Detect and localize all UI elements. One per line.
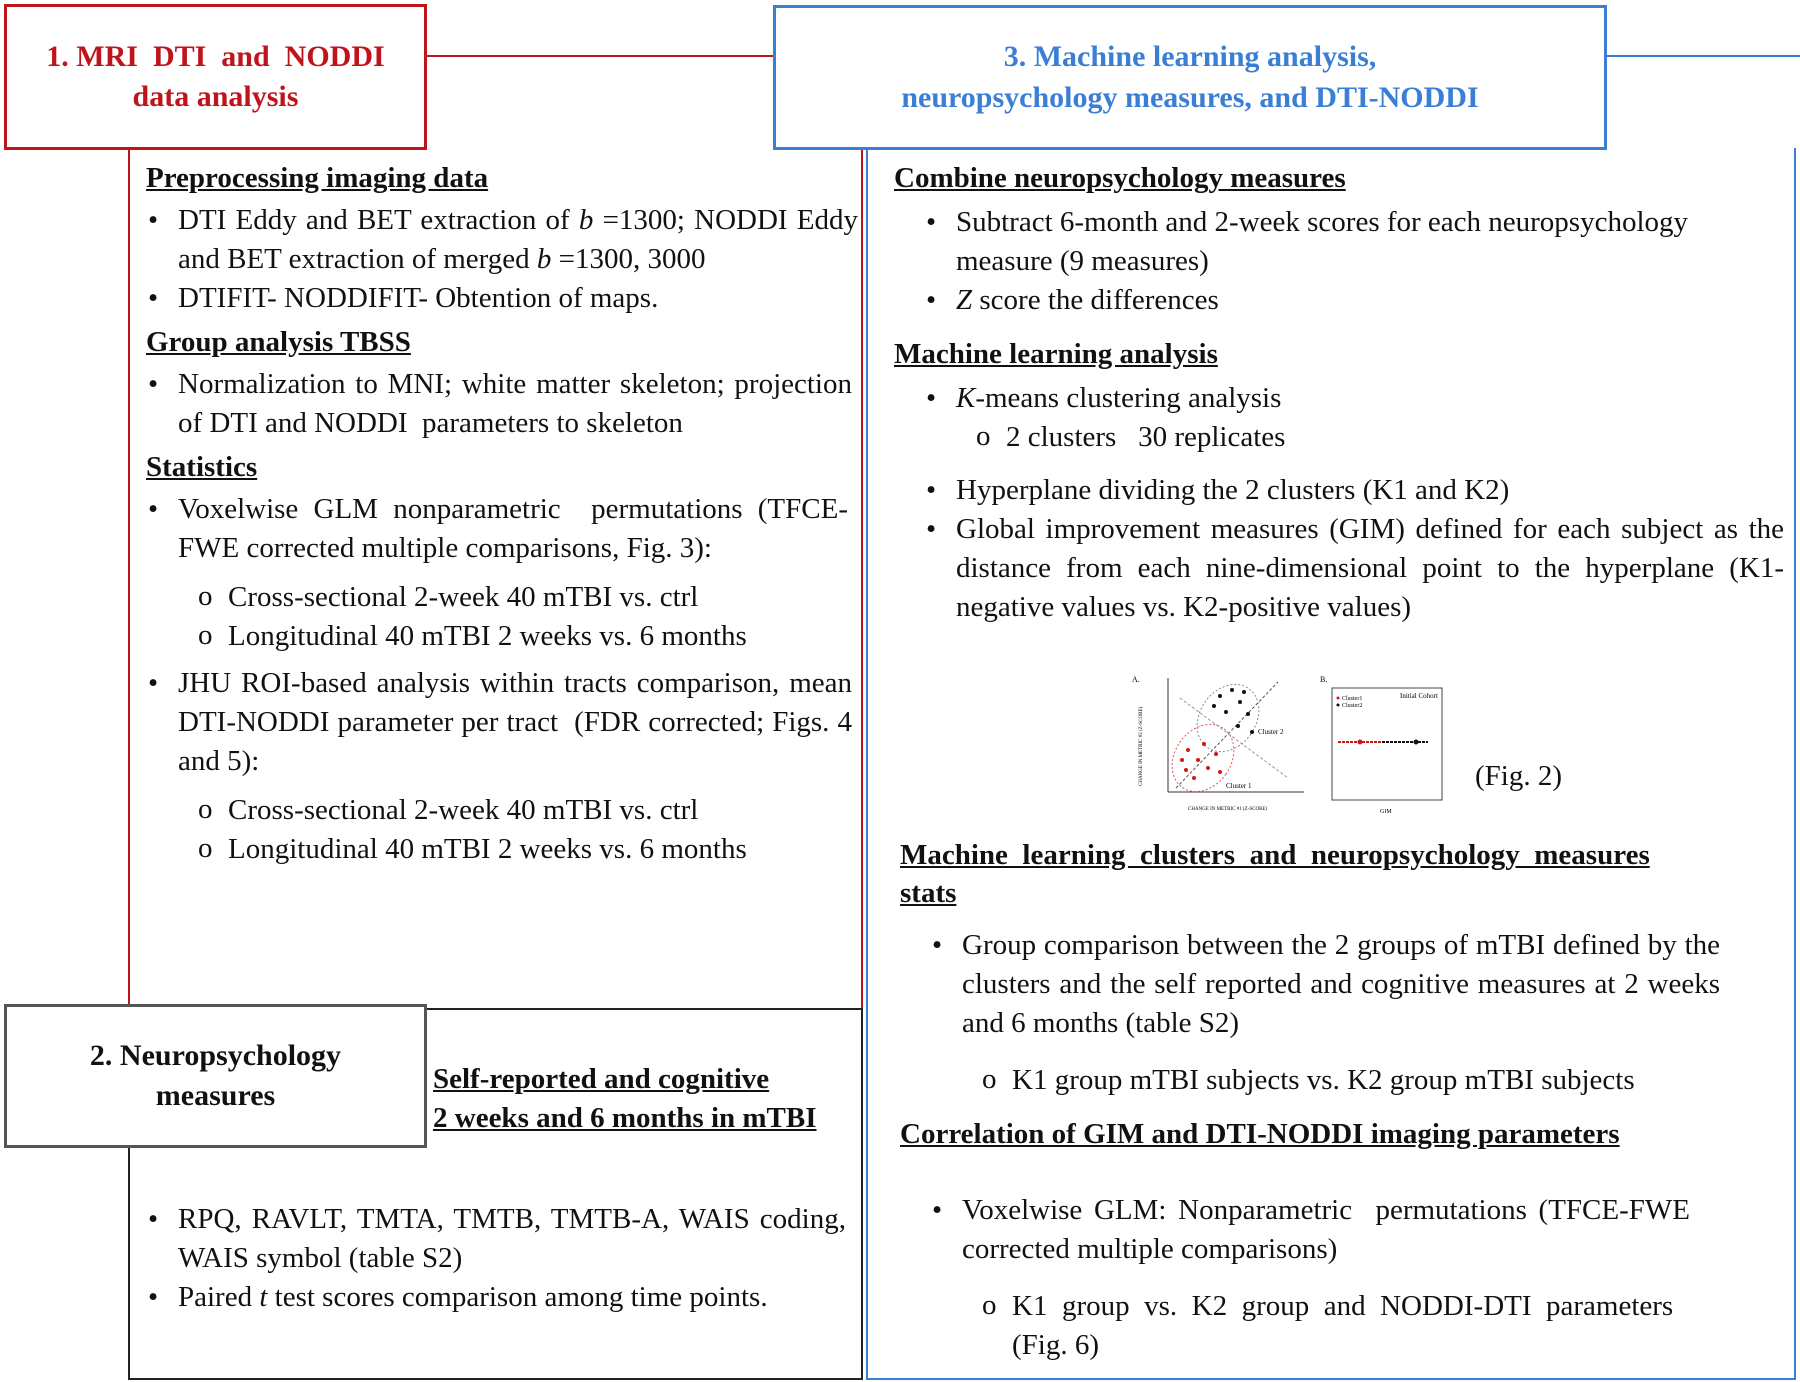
- panel-a-label: A.: [1132, 675, 1140, 684]
- group-item-1: • Normalization to MNI; white matter skeleton; projection of DTI and NODDI parameters to skeleton: [146, 365, 852, 443]
- combine-item-1: • Subtract 6-month and 2-week scores for each neuropsychology measure (9 measures): [924, 203, 1784, 281]
- statistics-voxelwise: • Voxelwise GLM nonparametric permutations (TFCE-FWE corrected multiple comparisons, Fig. 3):: [146, 490, 848, 568]
- section2-item-1: • RPQ, RAVLT, TMTA, TMTB, TMTB-A, WAIS coding, WAIS symbol (table S2): [146, 1200, 846, 1278]
- panel-b-label: B.: [1320, 675, 1328, 684]
- box1-title-line1: 1. MRI DTI and NODDI: [46, 39, 385, 73]
- correlation-sub: o K1 group vs. K2 group and NODDI-DTI parameters (Fig. 6): [930, 1287, 1720, 1365]
- panel-a-ylabel: CHANGE IN METRIC #2 (Z-SCORE): [1139, 706, 1144, 786]
- box1-title: [4, 4, 427, 150]
- stats-heading-line1: Machine learning clusters and neuropsychology measures: [900, 839, 1650, 871]
- stats-item: • Group comparison between the 2 groups of mTBI defined by the clusters and the self reported and cognitive measures at 2 weeks and 6 months (table S2): [930, 926, 1720, 1043]
- preprocessing-item-1: • DTI Eddy and BET extraction of b =1300; NODDI Eddy and BET extraction of merged b =1300, 3000: [146, 201, 858, 279]
- section2-content: [146, 1200, 846, 1317]
- voxelwise-sub-2: o Longitudinal 40 mTBI 2 weeks vs. 6 months: [146, 617, 858, 656]
- figure-2-panel-a: [1128, 668, 1308, 818]
- jhu-sub-1: o Cross-sectional 2-week 40 mTBI vs. ctrl: [146, 791, 858, 830]
- section2-heading-line2: 2 weeks and 6 months in mTBI: [433, 1102, 817, 1134]
- ml-gim: • Global improvement measures (GIM) defined for each subject as the distance from each nine-dimensional point to the hyperplane (K1-negative values vs. K2-positive values): [924, 510, 1784, 627]
- combine-heading: Combine neuropsychology measures: [894, 162, 1346, 194]
- jhu-sub-2: o Longitudinal 40 mTBI 2 weeks vs. 6 months: [146, 830, 858, 869]
- ml-heading: Machine learning analysis: [894, 338, 1218, 370]
- section3-content: [894, 162, 1784, 627]
- panel-b-legend2: Cluster2: [1342, 703, 1363, 709]
- section2-top-line: [425, 1008, 863, 1010]
- preprocessing-item-2: • DTIFIT- NODDIFIT- Obtention of maps.: [146, 279, 858, 318]
- box2-title-line2: measures: [155, 1079, 276, 1112]
- connector-box3-right: [1605, 55, 1800, 57]
- panel-a-cluster2: Cluster 2: [1258, 728, 1284, 736]
- box2-title: [4, 1004, 427, 1148]
- ml-kmeans: • K-means clustering analysis: [924, 379, 1784, 418]
- preprocessing-heading: Preprocessing imaging data: [146, 162, 489, 194]
- stats-heading: [900, 836, 1760, 912]
- correlation-item: • Voxelwise GLM: Nonparametric permutations (TFCE-FWE corrected multiple comparisons): [930, 1191, 1690, 1269]
- ml-kmeans-sub: o 2 clusters 30 replicates: [924, 418, 1784, 457]
- combine-item-2: • Z score the differences: [924, 281, 1784, 320]
- panel-b-legend1: Cluster1: [1342, 696, 1363, 702]
- box3-title-line2: neuropsychology measures, and DTI-NODDI: [901, 80, 1479, 114]
- stats-heading-line2: stats: [900, 877, 957, 909]
- section2-item-2: • Paired t test scores comparison among time points.: [146, 1278, 846, 1317]
- box3-title: [773, 5, 1607, 150]
- box2-title-line1: 2. Neuropsychology: [89, 1038, 342, 1072]
- group-heading: Group analysis TBSS: [146, 326, 411, 358]
- section1-content: [146, 162, 867, 875]
- panel-a-xlabel: CHANGE IN METRIC #1 (Z-SCORE): [1188, 807, 1268, 812]
- statistics-heading: Statistics: [146, 451, 258, 483]
- stats-sub: o K1 group mTBI subjects vs. K2 group mTBI subjects: [930, 1061, 1760, 1100]
- section3-content-lower: [900, 836, 1760, 1371]
- figure-2-panel-b: [1318, 668, 1448, 818]
- voxelwise-sub-1: o Cross-sectional 2-week 40 mTBI vs. ctrl: [146, 578, 858, 617]
- panel-b-title: Initial Cohort: [1400, 692, 1438, 700]
- section2-heading: [433, 1060, 863, 1138]
- panel-b-xlabel: GIM: [1380, 809, 1392, 815]
- figure-2-caption: (Fig. 2): [1475, 760, 1562, 792]
- panel-a-cluster1: Cluster 1: [1226, 782, 1252, 790]
- ml-hyperplane: • Hyperplane dividing the 2 clusters (K1 and K2): [924, 471, 1784, 510]
- connector-box1-box3: [425, 55, 773, 57]
- correlation-heading: Correlation of GIM and DTI-NODDI imaging parameters: [900, 1118, 1620, 1150]
- box3-title-line1: 3. Machine learning analysis,: [1003, 40, 1377, 73]
- box1-title-line2: data analysis: [132, 80, 299, 113]
- statistics-jhu: • JHU ROI-based analysis within tracts comparison, mean DTI-NODDI parameter per tract (FDR corrected; Figs. 4 and 5):: [146, 664, 852, 781]
- section2-heading-line1: Self-reported and cognitive: [433, 1063, 770, 1095]
